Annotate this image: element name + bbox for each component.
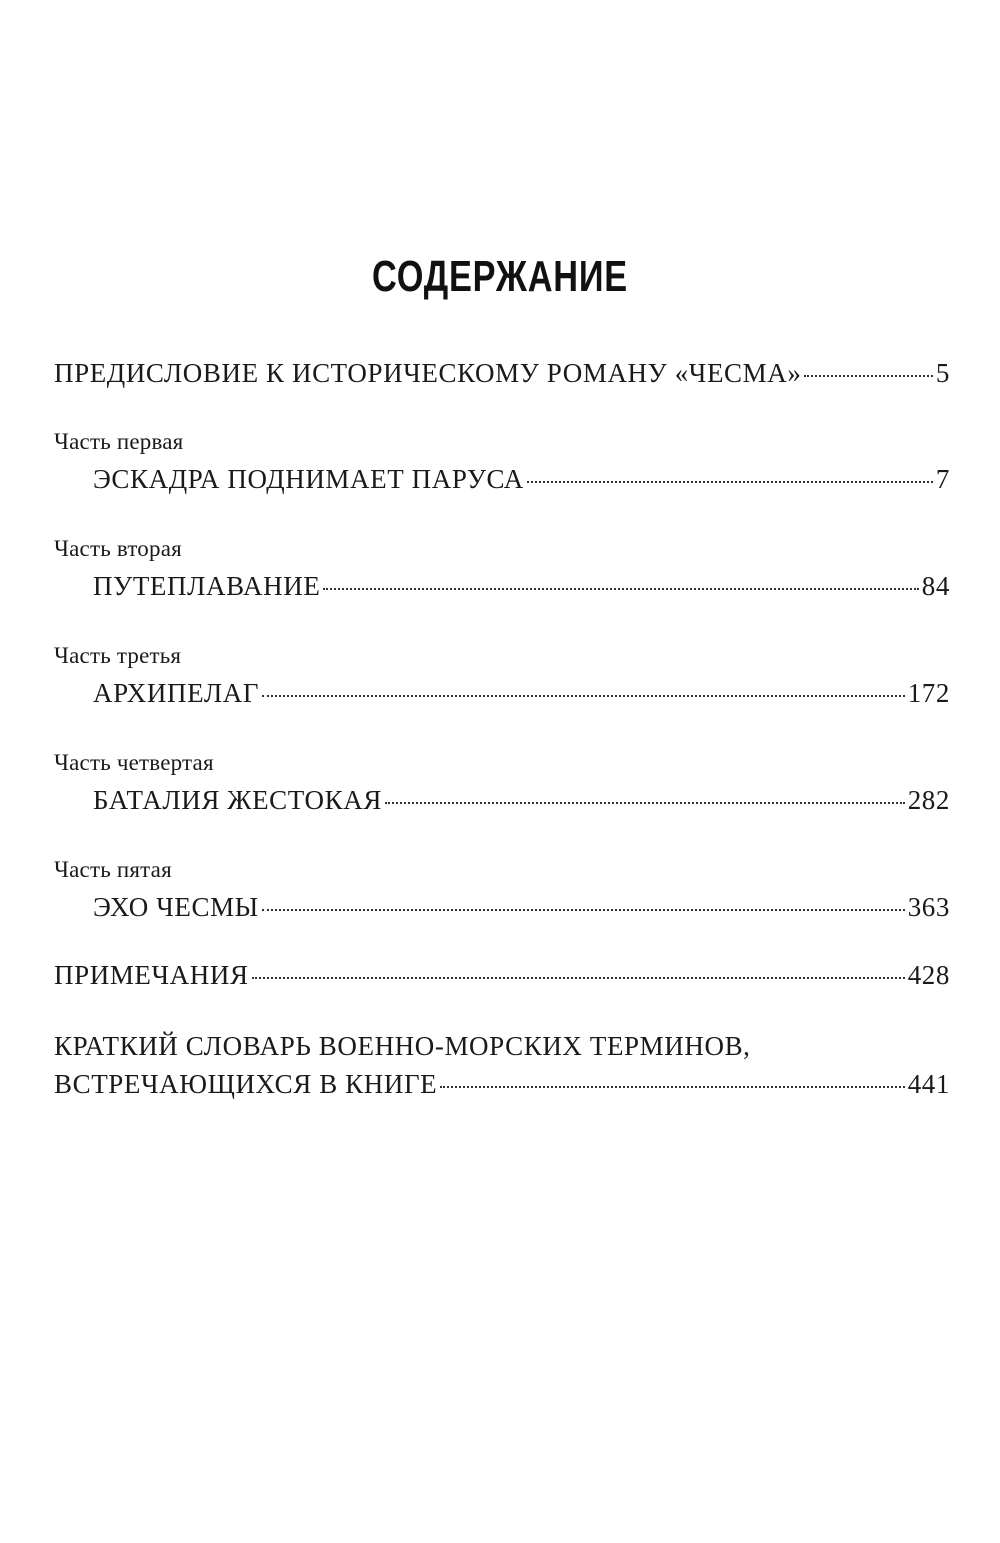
toc-entry-glossary-line1[interactable]: КРАТКИЙ СЛОВАРЬ ВОЕННО-МОРСКИХ ТЕРМИНОВ, xyxy=(54,1031,751,1061)
toc-page-number: 172 xyxy=(907,678,950,708)
toc-page-number: 428 xyxy=(907,960,950,990)
toc-entry-notes[interactable] xyxy=(54,959,950,991)
toc-entry-label: БАТАЛИЯ ЖЕСТОКАЯ xyxy=(93,785,382,815)
dot-leader xyxy=(385,802,905,804)
part-label: Часть пятая xyxy=(54,857,172,882)
toc-page-number: 282 xyxy=(907,785,950,815)
toc-entry-part-1[interactable] xyxy=(93,463,950,495)
toc-entry-label: ЭХО ЧЕСМЫ xyxy=(93,892,259,922)
toc-entry-part-2[interactable] xyxy=(93,570,950,602)
toc-page-number: 363 xyxy=(907,892,950,922)
toc-entry-label: ПРЕДИСЛОВИЕ К ИСТОРИЧЕСКОМУ РОМАНУ «ЧЕСМА» xyxy=(54,358,802,388)
dot-leader xyxy=(804,375,932,377)
toc-entry-part-4[interactable] xyxy=(93,784,950,816)
toc-entry-part-5[interactable] xyxy=(93,891,950,923)
toc-page-number: 441 xyxy=(907,1069,950,1099)
toc-entry-label: ЭСКАДРА ПОДНИМАЕТ ПАРУСА xyxy=(93,464,524,494)
toc-page-number: 7 xyxy=(935,464,950,494)
dot-leader xyxy=(252,977,905,979)
toc-entry-glossary[interactable] xyxy=(54,1068,950,1100)
dot-leader xyxy=(262,695,905,697)
dot-leader xyxy=(527,481,933,483)
toc-page-number: 5 xyxy=(935,358,950,388)
toc-entry-preface[interactable] xyxy=(54,357,950,389)
part-label: Часть первая xyxy=(54,429,184,454)
toc-entry-label: ПРИМЕЧАНИЯ xyxy=(54,960,249,990)
toc-entry-label: ВСТРЕЧАЮЩИХСЯ В КНИГЕ xyxy=(54,1069,438,1099)
part-label: Часть третья xyxy=(54,643,182,668)
dot-leader xyxy=(262,909,905,911)
page-title: СОДЕРЖАНИЕ xyxy=(372,252,628,301)
part-label: Часть четвертая xyxy=(54,750,214,775)
toc-page-number: 84 xyxy=(921,571,950,601)
toc-entry-part-3[interactable] xyxy=(93,677,950,709)
part-label: Часть вторая xyxy=(54,536,182,561)
toc-entry-label: АРХИПЕЛАГ xyxy=(93,678,260,708)
toc-entry-label: ПУТЕПЛАВАНИЕ xyxy=(93,571,321,601)
dot-leader xyxy=(440,1086,904,1088)
dot-leader xyxy=(323,588,918,590)
